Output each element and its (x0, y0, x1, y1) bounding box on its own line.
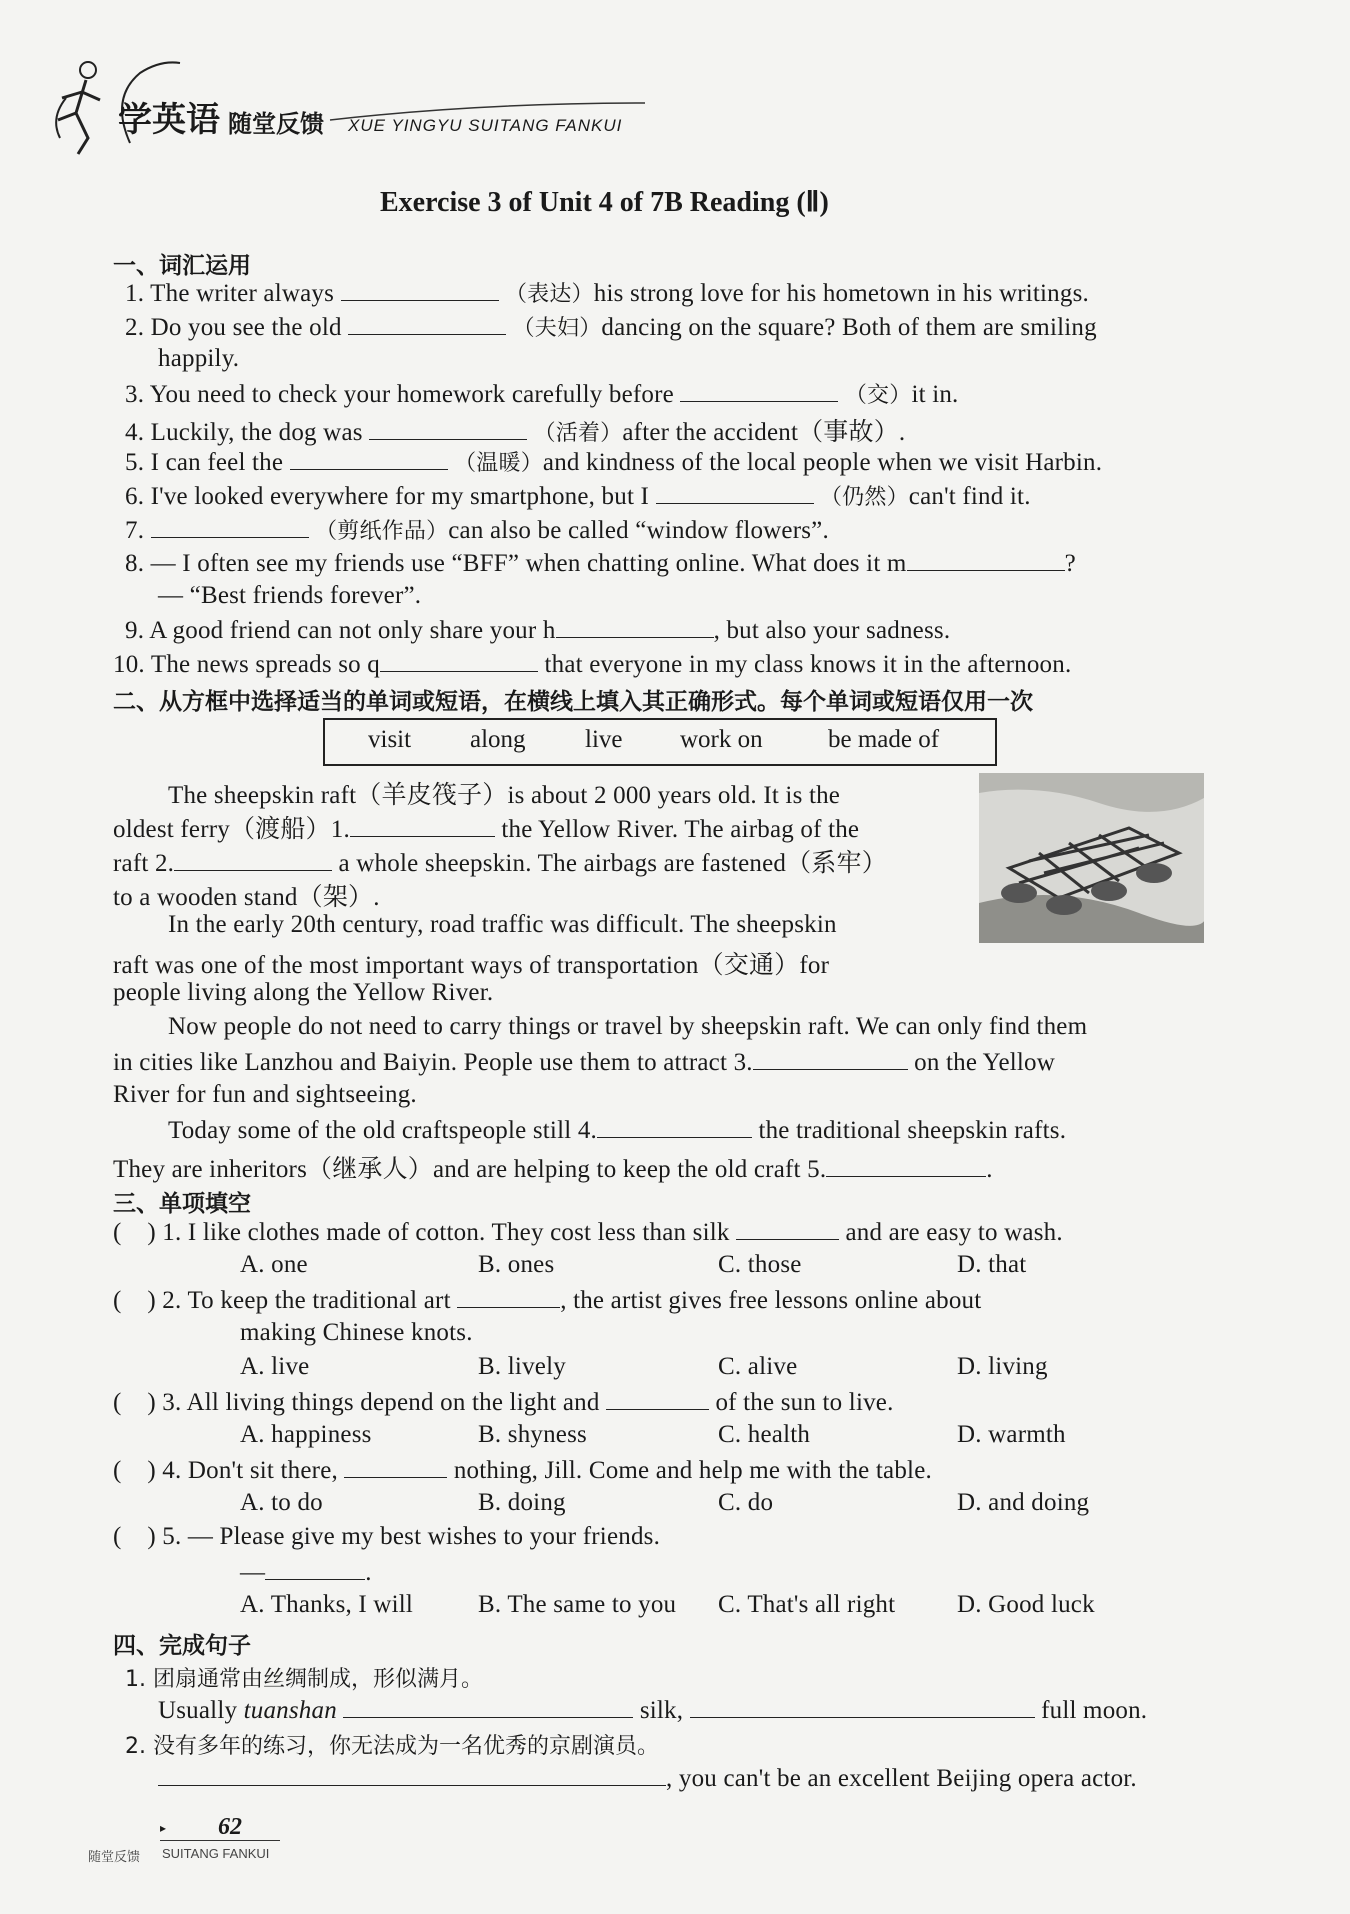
passage-line: to a wooden stand（架）. (113, 884, 380, 911)
answer-paren[interactable]: ( (113, 1389, 148, 1416)
answer-blank[interactable] (556, 615, 714, 638)
footer-en: SUITANG FANKUI (162, 1846, 270, 1861)
mc-option[interactable]: D. warmth (957, 1421, 1066, 1448)
answer-blank[interactable] (907, 548, 1065, 571)
footer-divider (160, 1840, 280, 1841)
word-option: be made of (828, 726, 940, 753)
word-option: visit (368, 726, 412, 753)
mc-option[interactable]: D. living (957, 1353, 1048, 1380)
translate-q2: , you can't be an excellent Beijing opera actor. (158, 1763, 1137, 1793)
vocab-item-3: 3. You need to check your homework carefully before （交）it in. (125, 381, 959, 408)
mc-option[interactable]: A. one (240, 1251, 308, 1278)
mc-option[interactable]: B. The same to you (478, 1591, 677, 1618)
arrow-icon: ▸ (160, 1821, 167, 1835)
mc-option[interactable]: D. and doing (957, 1489, 1090, 1516)
answer-blank-3[interactable] (753, 1047, 908, 1070)
answer-paren[interactable]: ( (113, 1457, 148, 1484)
mc-option[interactable]: C. do (718, 1489, 774, 1516)
mc-option[interactable]: D. Good luck (957, 1591, 1095, 1618)
page-number: 62 (218, 1814, 242, 1840)
passage-line: River for fun and sightseeing. (113, 1081, 417, 1108)
passage-line: They are inheritors（继承人）and are helping to keep the old craft 5. . (113, 1156, 993, 1183)
sheepskin-raft-illustration (979, 773, 1204, 943)
answer-blank[interactable] (369, 417, 527, 440)
translate-q2-cn: 2. 没有多年的练习，你无法成为一名优秀的京剧演员。 (125, 1734, 659, 1759)
mc-question-5: ( ) 5. — Please give my best wishes to your friends. (113, 1523, 661, 1550)
answer-blank[interactable] (348, 312, 506, 335)
answer-blank[interactable] (656, 481, 814, 504)
answer-blank[interactable] (736, 1217, 839, 1240)
section2-heading: 二、从方框中选择适当的单词或短语，在横线上填入其正确形式。每个单词或短语仅用一次 (113, 689, 1033, 715)
vocab-item-8-reply: — “Best friends forever”. (158, 582, 422, 609)
mc-option[interactable]: C. That's all right (718, 1591, 896, 1618)
answer-blank[interactable] (690, 1695, 1035, 1718)
answer-blank-1[interactable] (350, 814, 495, 837)
answer-blank[interactable] (457, 1285, 560, 1308)
word-option: live (585, 726, 623, 753)
mc-question-4: ( ) 4. Don't sit there, nothing, Jill. Come and help me with the table. (113, 1457, 932, 1484)
header-subtitle-cn: 随堂反馈 (228, 110, 324, 138)
answer-blank[interactable] (151, 515, 309, 538)
mc-option[interactable]: D. that (957, 1251, 1027, 1278)
mc-option[interactable]: A. happiness (240, 1421, 372, 1448)
vocab-item-8: 8. — I often see my friends use “BFF” when chatting online. What does it m ? (125, 550, 1076, 577)
vocab-item-2-cont: happily. (158, 345, 240, 372)
answer-paren[interactable]: ( (113, 1287, 148, 1314)
vocab-item-1: 1. The writer always （表达）his strong love for his hometown in his writings. (125, 280, 1089, 307)
mc-option[interactable]: B. lively (478, 1353, 566, 1380)
mc-question-2: ( ) 2. To keep the traditional art , the artist gives free lessons online about (113, 1287, 982, 1314)
mc-question-2-cont: making Chinese knots. (240, 1319, 473, 1346)
answer-blank[interactable] (290, 447, 448, 470)
passage-line: The sheepskin raft（羊皮筏子）is about 2 000 years old. It is the (168, 782, 841, 809)
mc-option[interactable]: C. alive (718, 1353, 798, 1380)
answer-paren[interactable]: ( (113, 1523, 148, 1550)
answer-blank-4[interactable] (597, 1115, 752, 1138)
vocab-item-2: 2. Do you see the old （夫妇）dancing on the square? Both of them are smiling (125, 314, 1097, 341)
answer-blank[interactable] (341, 278, 499, 301)
header-subtitle-en: XUE YINGYU SUITANG FANKUI (348, 116, 623, 135)
page-title: Exercise 3 of Unit 4 of 7B Reading (Ⅱ) (380, 187, 829, 218)
section3-heading: 三、单项填空 (113, 1191, 251, 1217)
passage-line: Today some of the old craftspeople still 4. the traditional sheepskin rafts. (168, 1117, 1067, 1144)
header-title-cn: 学英语 (118, 100, 220, 140)
passage-line: oldest ferry（渡船）1. the Yellow River. The airbag of the (113, 816, 860, 843)
mc-option[interactable]: A. live (240, 1353, 310, 1380)
answer-blank[interactable] (265, 1557, 365, 1580)
mc-option[interactable]: B. shyness (478, 1421, 587, 1448)
mc-option[interactable]: A. to do (240, 1489, 323, 1516)
word-option: work on (680, 726, 763, 753)
mc-option[interactable]: A. Thanks, I will (240, 1591, 414, 1618)
answer-paren[interactable]: ( (113, 1219, 148, 1246)
answer-blank[interactable] (380, 649, 538, 672)
vocab-item-7: 7. （剪纸作品）can also be called “window flowers”. (125, 517, 829, 544)
word-option: along (470, 726, 526, 753)
section4-heading: 四、完成句子 (113, 1633, 251, 1659)
answer-blank[interactable] (344, 1455, 447, 1478)
mc-option[interactable]: C. health (718, 1421, 811, 1448)
answer-blank[interactable] (158, 1763, 666, 1786)
passage-line: In the early 20th century, road traffic was difficult. The sheepskin (168, 911, 837, 938)
mc-question-1: ( ) 1. I like clothes made of cotton. They cost less than silk and are easy to wash. (113, 1219, 1063, 1246)
answer-blank[interactable] (680, 379, 838, 402)
mc-question-3: ( ) 3. All living things depend on the light and of the sun to live. (113, 1389, 894, 1416)
passage-line: people living along the Yellow River. (113, 979, 494, 1006)
answer-blank-5[interactable] (826, 1154, 986, 1177)
passage-line: Now people do not need to carry things or travel by sheepskin raft. We can only find them (168, 1013, 1088, 1040)
footer-cn: 随堂反馈 (88, 1849, 141, 1864)
mc-option[interactable]: B. doing (478, 1489, 566, 1516)
answer-blank-2[interactable] (174, 848, 332, 871)
passage-line: raft was one of the most important ways of transportation（交通）for (113, 952, 830, 979)
mc-option[interactable]: B. ones (478, 1251, 555, 1278)
translate-q1-cn: 1. 团扇通常由丝绸制成，形似满月。 (125, 1667, 483, 1692)
vocab-item-9: 9. A good friend can not only share your h , but also your sadness. (125, 617, 951, 644)
passage-line: in cities like Lanzhou and Baiyin. People use them to attract 3. on the Yellow (113, 1049, 1055, 1076)
passage-line: raft 2. a whole sheepskin. The airbags are fastened（系牢） (113, 850, 887, 877)
answer-blank[interactable] (343, 1695, 633, 1718)
vocab-item-10: 10. The news spreads so q that everyone in my class knows it in the afternoon. (113, 651, 1072, 678)
mc-option[interactable]: C. those (718, 1251, 802, 1278)
section1-heading: 一、词汇运用 (113, 253, 251, 279)
vocab-item-4: 4. Luckily, the dog was （活着）after the accident（事故）. (125, 419, 906, 446)
vocab-item-5: 5. I can feel the （温暖）and kindness of the local people when we visit Harbin. (125, 449, 1103, 476)
vocab-item-6: 6. I've looked everywhere for my smartphone, but I （仍然）can't find it. (125, 483, 1031, 510)
mc-question-5-reply: — . (240, 1559, 372, 1586)
answer-blank[interactable] (606, 1387, 709, 1410)
translate-q1: Usually tuanshan silk, full moon. (158, 1697, 1148, 1724)
